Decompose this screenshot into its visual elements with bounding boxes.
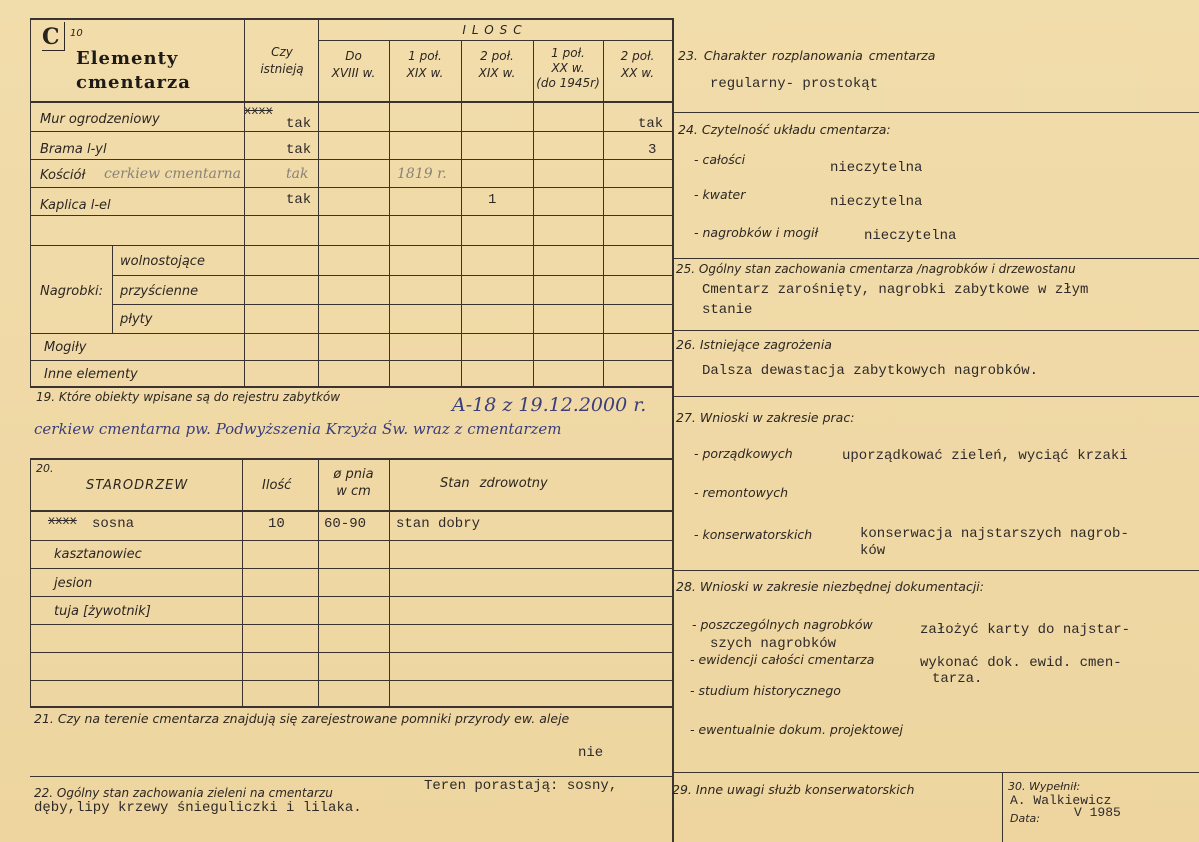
s27-porzadkowych-value: uporządkować zieleń, wyciąć krzaki xyxy=(842,448,1128,464)
s24-calosci: - całości xyxy=(694,152,746,167)
kaplica-exists: tak xyxy=(286,192,312,208)
tree-row-0-crossed: xxxx xyxy=(48,514,77,528)
s25-line1: Cmentarz zarośnięty, nagrobki zabytkowe w złym xyxy=(702,282,1089,298)
s24-kwater: - kwater xyxy=(694,187,746,202)
s28-ewid-value2: tarza. xyxy=(932,671,983,687)
s26-value: Dalsza dewastacja zabytkowych nagrobków. xyxy=(702,363,1039,379)
s24-kwater-value: nieczytelna xyxy=(830,194,923,210)
header-2pol-xix: 2 poł. XIX w. xyxy=(478,49,516,80)
tree-row-3-name: tuja [żywotnik] xyxy=(54,604,151,619)
kaplica-col2: 1 xyxy=(488,192,497,208)
row-label-mogily: Mogiły xyxy=(44,340,87,355)
tree-row-2-name: jesion xyxy=(54,576,93,591)
brama-exists: tak xyxy=(286,142,312,158)
s24-label: 24. Czytelność układu cmentarza: xyxy=(678,122,891,137)
s21-answer: nie xyxy=(578,745,604,761)
s27-label: 27. Wnioski w zakresie prac: xyxy=(676,410,855,425)
left-border xyxy=(30,18,31,386)
row-label-mur: Mur ogrodzeniowy xyxy=(40,112,160,127)
s26-label: 26. Istniejące zagrożenia xyxy=(676,337,832,352)
s23-label: 23. Charakter rozplanowania cmentarza xyxy=(678,48,936,63)
s28-poszcz-value2: szych nagrobków xyxy=(710,636,837,652)
s28-poszcz-value1: założyć karty do najstar- xyxy=(920,622,1131,638)
s30-label: 30. Wypełnił: xyxy=(1008,780,1081,793)
title-line2: cmentarza xyxy=(76,72,191,93)
s23-value: regularny- prostokąt xyxy=(710,76,879,92)
s30-name: A. Walkiewicz xyxy=(1010,793,1112,808)
s22-label: 22. Ogólny stan zachowania zieleni na cmentarzu xyxy=(34,786,333,800)
row-label-kosciol: Kościół xyxy=(40,168,86,183)
card-letter: C xyxy=(42,24,60,50)
s24-nagrobkow: - nagrobków i mogił xyxy=(694,225,819,240)
s28-ewentualnie: - ewentualnie dokum. projektowej xyxy=(690,722,903,737)
kosciol-col1: 1819 r. xyxy=(397,166,447,182)
s20-pnia: ø pnia w cm xyxy=(333,467,374,499)
mur-col5: tak xyxy=(638,116,664,132)
header-czy-istnieja: Czy istnieją xyxy=(260,45,304,76)
s28-studium: - studium historycznego xyxy=(690,683,841,698)
s28-ewidencji: - ewidencji całości cmentarza xyxy=(690,652,875,667)
row-label-wolnostojace: wolnostojące xyxy=(120,254,205,269)
row-label-nagrobki: Nagrobki: xyxy=(40,284,104,299)
s28-poszczegolnych: - poszczególnych nagrobków xyxy=(692,617,873,632)
s27-kons-value1: konserwacja najstarszych nagrob- xyxy=(860,526,1129,542)
row-label-brama: Brama l-yl xyxy=(40,142,107,157)
s19-registry: A-18 z 19.12.2000 r. xyxy=(452,394,647,416)
kosciol-exists: tak xyxy=(286,166,309,182)
s24-calosci-value: nieczytelna xyxy=(830,160,923,176)
row-label-plyty: płyty xyxy=(120,312,153,327)
s22-line2: dęby,lipy krzewy śnieguliczki i lilaka. xyxy=(34,800,362,816)
s27-remontowych: - remontowych xyxy=(694,485,789,500)
title-line1: Elementy xyxy=(76,48,179,69)
s20-stan: Stan zdrowotny xyxy=(440,476,548,491)
s30-data-label: Data: xyxy=(1010,812,1040,825)
row-label-kaplica: Kaplica l-el xyxy=(40,198,111,213)
tree-row-0-dia: 60-90 xyxy=(324,516,367,532)
s20-starodrzew: STARODRZEW xyxy=(86,478,189,493)
center-divider xyxy=(672,18,674,842)
s21-label: 21. Czy na terenie cmentarza znajdują się zarejestrowane pomniki przyrody ew. aleje xyxy=(34,711,570,726)
s20-num: 20. xyxy=(36,462,54,475)
s29-label: 29. Inne uwagi służb konserwatorskich xyxy=(672,782,915,797)
mur-exists: tak xyxy=(286,116,312,132)
tree-row-0-state: stan dobry xyxy=(396,516,481,532)
header-2pol-xx: 2 poł. XX w. xyxy=(620,49,655,80)
s19-handwritten: cerkiew cmentarna pw. Podwyższenia Krzyża Św. wraz z cmentarzem xyxy=(34,420,562,438)
s27-kons-value2: ków xyxy=(860,543,886,559)
s28-ewid-value1: wykonać dok. ewid. cmen- xyxy=(920,655,1122,671)
tree-row-1-name: kasztanowiec xyxy=(54,547,142,562)
card-number: 10 xyxy=(70,28,83,39)
header-1pol-xx: 1 poł. XX w. (do 1945r) xyxy=(536,46,600,90)
row-label-inne: Inne elementy xyxy=(44,367,138,382)
brama-col5: 3 xyxy=(648,142,657,158)
kosciol-note: cerkiew cmentarna xyxy=(104,166,241,182)
s25-line2: stanie xyxy=(702,302,753,318)
s27-porzadkowych: - porządkowych xyxy=(694,446,793,461)
header-1pol-xix: 1 poł. XIX w. xyxy=(406,49,444,80)
mur-crossed: xxxx xyxy=(244,104,273,118)
tree-row-0-qty: 10 xyxy=(268,516,285,532)
tree-row-0-name: sosna xyxy=(92,516,135,532)
s30-date: V 1985 xyxy=(1074,805,1121,820)
header-ilosc: ILOSC xyxy=(462,23,528,37)
s20-ilosc: Ilość xyxy=(262,478,292,493)
s19-label: 19. Które obiekty wpisane są do rejestru zabytków xyxy=(36,390,341,404)
s24-nagrobkow-value: nieczytelna xyxy=(864,228,957,244)
s22-line1: Teren porastają: sosny, xyxy=(424,778,618,794)
s25-label: 25. Ogólny stan zachowania cmentarza /nagrobków i drzewostanu xyxy=(676,262,1076,276)
row-label-przyscienne: przyścienne xyxy=(120,284,199,299)
header-do-xviii: Do XVIII w. xyxy=(331,49,376,80)
s28-label: 28. Wnioski w zakresie niezbędnej dokumentacji: xyxy=(676,579,984,594)
top-border xyxy=(30,18,672,20)
s27-konserwatorskich: - konserwatorskich xyxy=(694,527,813,542)
